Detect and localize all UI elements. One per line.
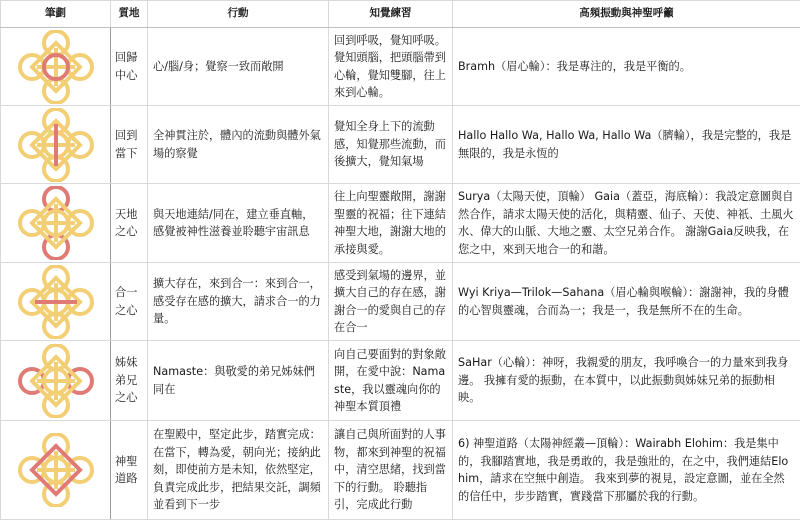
top-bottom-circles-symbol-icon [11,186,101,260]
action-cell: Namaste：與敬愛的弟兄姊妹們同在 [148,341,329,421]
header-stroke: 筆劃 [1,1,111,28]
vertical-line-symbol-icon [11,108,101,182]
header-awareness: 知覺練習 [329,1,453,28]
symbol-cell [1,184,111,263]
header-action: 行動 [148,1,329,28]
invocation-cell: Wyi Kriya—Trilok—Sahana（眉心輪與喉輪）：謝謝神，我的身體的心智與靈魂，合而為一；我是一，我是無所不在的生命。 [453,263,800,341]
invocation-cell: Hallo Hallo Wa, Hallo Wa, Hallo Wa（臍輪），我是完整的，我是無限的，我是永恆的 [453,106,800,184]
table-row [1,341,800,421]
table-row [1,28,800,106]
invocation-cell: SaHar（心輪）：神呀，我親愛的朋友，我呼喚合一的力量來到我身邊。 我擁有愛的振動，在本質中，以此振動與姊妹兄弟的振動相映。 [453,341,800,421]
awareness-cell: 向自己要面對的對象敞開，在愛中說：Namaste，我以靈魂向你的神聖本質頂禮 [329,341,453,421]
texture-cell: 姊妹弟兄之心 [111,341,148,421]
symbol-cell [1,28,111,106]
symbol-cell [1,421,111,520]
header-texture: 質地 [111,1,148,28]
invocation-cell: 6) 神聖道路（太陽神經叢—頂輪）：Wairabh Elohim：我是集中的，我腳踏實地，我是勇敢的，我是強壯的，在之中，我們連結Elohim，請求在空無中創造。 我來到夢的視見，設定意圖，並在全然的信任中，步步踏實，實踐當下那屬於我的行動。 [453,421,800,520]
awareness-cell: 讓自己與所面對的人事物，都來到神聖的祝福中，清空思緒，找到當下的行動。 聆聽指引，完成此行動 [329,421,453,520]
action-cell: 在聖殿中，堅定此步，踏實完成：在當下，轉為愛，朝向光；接納此刻，即使前方是未知，依然堅定，負責完成此步，把結果交託，調頻並看到下一步 [148,421,329,520]
texture-cell: 神聖道路 [111,421,148,520]
invocation-cell: Surya（太陽天使，頂輪） Gaia（蓋亞，海底輪）：我設定意圖與自然合作，請求太陽天使的活化，與精靈、仙子、天使、神祇、土風火水、偉大的山脈、大地之靈、太空兄弟合作。 謝謝Gaia反映我，在您之中，來到天地合一的和諧。 [453,184,800,263]
table-row [1,421,800,520]
header-invocation: 高頻振動與神聖呼籲 [453,1,800,28]
symbol-cell [1,263,111,341]
texture-cell: 回歸中心 [111,28,148,106]
awareness-cell: 覺知全身上下的流動感，知覺那些流動，而後擴大，覺知氣場 [329,106,453,184]
header-row [1,1,800,28]
side-circles-symbol-icon [11,344,101,418]
center-circle-symbol-icon [11,30,101,104]
texture-cell: 天地之心 [111,184,148,263]
awareness-cell: 回到呼吸，覺知呼吸。覺知頭腦，把頭腦帶到心輪，覺知雙腳，往上來到心輪。 [329,28,453,106]
diamond-symbol-icon [11,433,101,507]
action-cell: 擴大存在，來到合一：來到合一，感受存在感的擴大，請求合一的力量。 [148,263,329,341]
symbol-cell [1,106,111,184]
action-cell: 心/腦/身；覺察一致而敞開 [148,28,329,106]
table-row [1,106,800,184]
invocation-cell: Bramh（眉心輪）：我是專注的，我是平衡的。 [453,28,800,106]
table-row [1,184,800,263]
texture-cell: 合一之心 [111,263,148,341]
horizontal-line-symbol-icon [11,265,101,339]
awareness-cell: 感受到氣場的邊界，並擴大自己的存在感，謝謝合一的愛與自己的存在合一 [329,263,453,341]
action-cell: 全神貫注於，體內的流動與體外氣場的察覺 [148,106,329,184]
table-row [1,263,800,341]
awareness-cell: 往上向聖靈敞開，謝謝聖靈的祝福；往下連結神聖大地，謝謝大地的承接與愛。 [329,184,453,263]
texture-cell: 回到當下 [111,106,148,184]
symbol-cell [1,341,111,421]
action-cell: 與天地連結/同在，建立垂直軸，感覺被神性滋養並聆聽宇宙訊息 [148,184,329,263]
